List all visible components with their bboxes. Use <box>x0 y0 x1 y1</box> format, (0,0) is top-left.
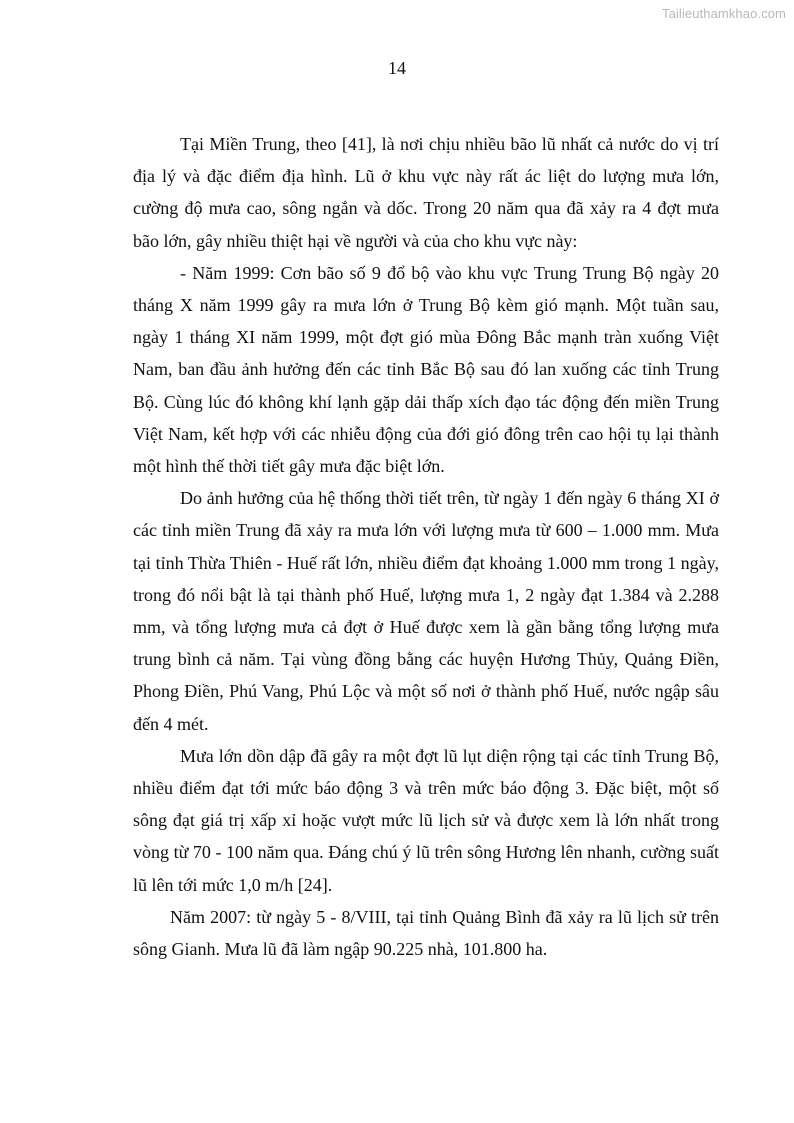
paragraph-1999-storm: - Năm 1999: Cơn bão số 9 đổ bộ vào khu vực Trung Trung Bộ ngày 20 tháng X năm 1999 gây ra mưa lớn ở Trung Bộ kèm gió mạnh. Một tuần sau, ngày 1 tháng XI năm 1999, một đợt gió mùa Đông Bắc mạnh tràn xuống Việt Nam, ban đầu ảnh hưởng đến các tỉnh Bắc Bộ sau đó lan xuống các tỉnh Trung Bộ. Cùng lúc đó không khí lạnh gặp dải thấp xích đạo tác động đến miền Trung Việt Nam, kết hợp với các nhiễu động của đới gió đông trên cao hội tụ lại thành một hình thế thời tiết gây mưa đặc biệt lớn. <box>133 262 719 477</box>
watermark: Tailieuthamkhao.com <box>661 6 786 21</box>
document-body <box>133 128 719 965</box>
page-number: 14 <box>388 58 406 78</box>
paragraph-flooding: Mưa lớn dồn dập đã gây ra một đợt lũ lụt diện rộng tại các tỉnh Trung Bộ, nhiều điểm đạt tới mức báo động 3 và trên mức báo động 3. Đặc biệt, một số sông đạt giá trị xấp xỉ hoặc vượt mức lũ lịch sử và được xem là lớn nhất trong vòng từ 70 - 100 năm qua. Đáng chú ý lũ trên sông Hương lên nhanh, cường suất lũ lên tới mức 1,0 m/h [24]. <box>133 745 719 895</box>
paragraph-2007-flood: Năm 2007: từ ngày 5 - 8/VIII, tại tỉnh Quảng Bình đã xảy ra lũ lịch sử trên sông Gianh. Mưa lũ đã làm ngập 90.225 nhà, 101.800 ha. <box>133 906 719 960</box>
paragraph-rainfall: Do ảnh hưởng của hệ thống thời tiết trên, từ ngày 1 đến ngày 6 tháng XI ở các tỉnh miền Trung đã xảy ra mưa lớn với lượng mưa từ 600 – 1.000 mm. Mưa tại tỉnh Thừa Thiên - Huế rất lớn, nhiều điểm đạt khoảng 1.000 mm trong 1 ngày, trong đó nổi bật là tại thành phố Huế, lượng mưa 1, 2 ngày đạt 1.384 và 2.288 mm, và tổng lượng mưa cả đợt ở Huế được xem là gần bằng tổng lượng mưa trung bình cả năm. Tại vùng đồng bằng các huyện Hương Thủy, Quảng Điền, Phong Điền, Phú Vang, Phú Lộc và một số nơi ở thành phố Huế, nước ngập sâu đến 4 mét. <box>133 488 719 734</box>
paragraph-intro: Tại Miền Trung, theo [41], là nơi chịu nhiều bão lũ nhất cả nước do vị trí địa lý và đặc điểm địa hình. Lũ ở khu vực này rất ác liệt do lượng mưa lớn, cường độ mưa cao, sông ngắn và dốc. Trong 20 năm qua đã xảy ra 4 đợt mưa bão lớn, gây nhiều thiệt hại về người và của cho khu vực này: <box>133 134 719 251</box>
